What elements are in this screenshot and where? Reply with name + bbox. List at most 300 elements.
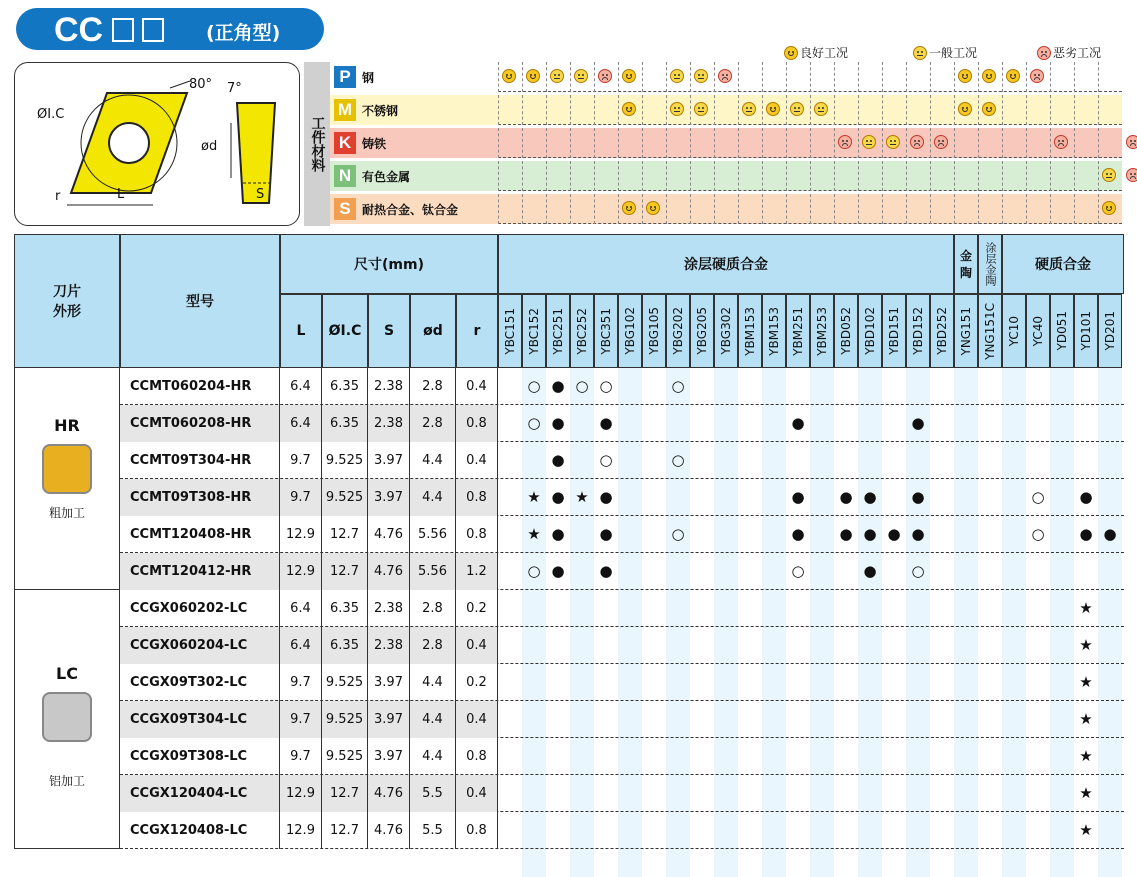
grade-header-21 [1002,294,1026,368]
material-name: 铸铁 [362,136,387,151]
grade-header-18 [930,294,954,368]
bad-face-icon [718,69,732,83]
grade-mark: ● [911,525,925,543]
grade-mark: ★ [1079,710,1093,728]
r-cell: 0.8 [456,479,498,516]
cermet-header: 金 陶 [954,234,978,294]
grade-label: YBD151 [887,307,901,355]
r-cell: 1.2 [456,553,498,590]
material-grid-cell [906,194,930,224]
material-grid-cell [594,95,618,125]
material-grid-cell [642,62,666,92]
S-label: S [256,187,265,202]
table-row [120,368,1124,405]
ic-cell: 9.525 [322,664,368,701]
grade-label: YC10 [1007,315,1021,347]
material-grid-cell [1026,95,1050,125]
grade-header-19 [954,294,978,368]
r-cell: 0.4 [456,442,498,479]
grade-mark: ○ [791,562,805,580]
fair-face-icon [913,46,927,60]
ic-cell: 6.35 [322,368,368,405]
dim-header-2: S [368,294,410,368]
material-grid-cell [714,161,738,191]
ic-cell: 6.35 [322,627,368,664]
material-grid-cell [762,62,786,92]
material-badge-m: M [334,99,356,121]
s-cell: 4.76 [368,775,410,812]
r-cell: 0.8 [456,516,498,553]
fair-face-icon [1102,168,1116,182]
grade-header-14 [834,294,858,368]
grade-mark: ○ [911,562,925,580]
carbide-header: 硬质合金 [1002,234,1124,294]
grade-label: YC40 [1031,315,1045,347]
material-grid-cell [618,161,642,191]
blank-box-1 [112,18,134,42]
material-grid-cell [546,95,570,125]
bad-face-icon [1126,168,1137,182]
table-row [120,812,1124,849]
material-grid-cell [858,194,882,224]
grade-header-25 [1098,294,1122,368]
good-face-icon [766,102,780,116]
d-cell: 5.56 [410,516,456,553]
material-grid-cell [906,62,930,92]
grade-mark: ● [551,377,565,395]
grade-header-4 [594,294,618,368]
material-grid-cell [546,161,570,191]
material-grid-row [498,62,1122,92]
material-grid-cell [522,95,546,125]
d-cell: 2.8 [410,590,456,627]
material-grid-cell [1098,95,1122,125]
d-cell: 5.5 [410,812,456,849]
good-face-icon [1102,201,1116,215]
grade-mark: ○ [599,451,613,469]
d-cell: 4.4 [410,442,456,479]
material-grid-cell [882,95,906,125]
good-face-icon [958,69,972,83]
d-cell: 2.8 [410,368,456,405]
grade-mark: ● [599,414,613,432]
material-grid-cell [738,62,762,92]
model-cell: CCGX060202-LC [120,590,280,627]
grade-mark: ○ [599,377,613,395]
r-cell: 0.8 [456,812,498,849]
material-grid-cell [834,194,858,224]
table-row [120,516,1124,553]
material-grid-cell [1050,161,1074,191]
r-cell: 0.8 [456,738,498,775]
grade-mark: ○ [527,562,541,580]
material-grid-cell [834,161,858,191]
coated-carbide-header: 涂层硬质合金 [498,234,954,294]
table-row [120,479,1124,516]
grade-header-8 [690,294,714,368]
grade-mark: ● [839,488,853,506]
material-grid-cell [810,161,834,191]
material-grid-cell [882,194,906,224]
grade-mark: ○ [1031,525,1045,543]
table-row [120,738,1124,775]
grade-mark: ● [599,562,613,580]
material-name: 钢 [362,70,375,85]
fair-face-icon [670,102,684,116]
material-badge-n: N [334,165,356,187]
insert-diagram [14,62,300,226]
fair-face-icon [694,69,708,83]
model-cell: CCMT060208-HR [120,405,280,442]
blank-box-2 [142,18,164,42]
fair-face-icon [574,69,588,83]
material-grid-cell [738,128,762,158]
l-cell: 6.4 [280,627,322,664]
grade-label: YBC151 [503,307,517,355]
s-cell: 2.38 [368,627,410,664]
material-row-n [330,161,498,191]
material-row-s [330,194,498,224]
material-name: 不锈钢 [362,103,399,118]
material-grid-cell [498,194,522,224]
material-grid-cell [714,128,738,158]
material-grid-cell [930,161,954,191]
grade-mark: ○ [1031,488,1045,506]
grade-label: YNG151C [983,302,997,360]
l-cell: 6.4 [280,368,322,405]
material-grid-cell [570,95,594,125]
dim-header-1: ØI.C [322,294,368,368]
material-grid-cell [978,194,1002,224]
material-grid-cell [810,194,834,224]
grade-label: YBG205 [695,307,709,355]
material-grid-cell [738,161,762,191]
grade-mark: ● [839,525,853,543]
grade-mark: ● [791,525,805,543]
ic-label: ØI.C [37,107,65,122]
material-grid-cell [906,161,930,191]
material-grid-cell [690,161,714,191]
grade-label: YBG102 [623,307,637,355]
material-grid-cell [546,194,570,224]
material-grid-row [498,161,1122,191]
angle-80-label: 80° [189,77,213,92]
grade-label: YBC351 [599,307,613,355]
grade-mark: ● [551,488,565,506]
material-grid-cell [498,161,522,191]
material-badge-p: P [334,66,356,88]
r-cell: 0.4 [456,775,498,812]
r-cell: 0.2 [456,590,498,627]
model-cell: CCGX09T308-LC [120,738,280,775]
good-face-icon [982,102,996,116]
d-cell: 2.8 [410,627,456,664]
s-cell: 4.76 [368,812,410,849]
grade-header-2 [546,294,570,368]
grade-mark: ★ [1079,821,1093,839]
grade-mark: ★ [1079,747,1093,765]
material-grid-cell [954,194,978,224]
material-grid-row [498,95,1122,125]
L-label: L [117,187,125,202]
material-grid-cell [1098,128,1122,158]
material-grid-cell [1026,194,1050,224]
grade-header-1 [522,294,546,368]
model-cell: CCGX060204-LC [120,627,280,664]
series-code: CC [54,11,104,49]
s-cell: 4.76 [368,553,410,590]
material-grid-cell [978,161,1002,191]
fair-face-icon [670,69,684,83]
ic-cell: 6.35 [322,590,368,627]
material-badge-k: K [334,132,356,154]
material-grid-cell [786,161,810,191]
material-grid-cell [594,194,618,224]
grade-mark: ○ [527,377,541,395]
s-cell: 2.38 [368,590,410,627]
material-grid-cell [762,161,786,191]
grade-mark: ● [863,488,877,506]
l-cell: 9.7 [280,701,322,738]
grade-label: YBD152 [911,307,925,355]
grade-header-15 [858,294,882,368]
good-face-icon [646,201,660,215]
grade-header-22 [1026,294,1050,368]
bad-face-icon [1054,135,1068,149]
fair-face-icon [886,135,900,149]
model-header: 型号 [120,234,280,368]
grade-header-24 [1074,294,1098,368]
material-grid-cell [882,62,906,92]
grade-header-12 [786,294,810,368]
grade-mark: ○ [671,525,685,543]
material-grid-cell [642,95,666,125]
material-grid-cell [930,62,954,92]
grade-mark: ● [887,525,901,543]
grade-mark: ★ [1079,636,1093,654]
ic-cell: 12.7 [322,516,368,553]
s-cell: 3.97 [368,664,410,701]
grade-label: YBD252 [935,307,949,355]
grade-label: YBM253 [815,306,829,356]
material-grid-cell [642,128,666,158]
d-cell: 5.5 [410,775,456,812]
material-grid-cell [882,161,906,191]
material-grid-cell [714,95,738,125]
grade-label: YBD052 [839,307,853,355]
material-row-k [330,128,498,158]
material-grid-cell [930,95,954,125]
group-application: 铝加工 [48,774,85,788]
ic-cell: 12.7 [322,553,368,590]
legend-good: 良好工况 [784,44,848,61]
l-cell: 9.7 [280,738,322,775]
d-cell: 2.8 [410,405,456,442]
material-grid-cell [810,62,834,92]
grade-label: YBG202 [671,307,685,355]
grade-label: YBM153 [767,306,781,356]
grade-mark: ● [863,562,877,580]
material-name: 有色金属 [362,169,411,184]
material-grid-cell [834,62,858,92]
angle-7-label: 7° [227,81,242,96]
r-cell: 0.8 [456,405,498,442]
grade-mark: ● [911,488,925,506]
bad-face-icon [838,135,852,149]
grade-label: YBM251 [791,306,805,356]
grade-header-6 [642,294,666,368]
grade-header-10 [738,294,762,368]
grade-header-3 [570,294,594,368]
workpiece-material-label: 工件材料 [304,62,330,226]
grade-mark: ○ [671,451,685,469]
ic-cell: 9.525 [322,479,368,516]
fair-face-icon [550,69,564,83]
grade-header-16 [882,294,906,368]
material-row-p [330,62,498,92]
bad-face-icon [598,69,612,83]
material-grid-cell [858,62,882,92]
material-grid-cell [1074,95,1098,125]
group-code: HR [54,416,80,435]
grade-mark: ★ [527,488,541,506]
r-cell: 0.2 [456,664,498,701]
fair-face-icon [694,102,708,116]
model-cell: CCGX120404-LC [120,775,280,812]
grade-label: YBG302 [719,307,733,355]
ic-cell: 6.35 [322,405,368,442]
table-row [120,442,1124,479]
table-row [120,664,1124,701]
good-face-icon [784,46,798,60]
grade-mark: ★ [1079,673,1093,691]
material-grid-cell [570,194,594,224]
material-grid-cell [522,128,546,158]
s-cell: 4.76 [368,516,410,553]
ic-cell: 9.525 [322,738,368,775]
s-cell: 2.38 [368,368,410,405]
material-grid-cell [930,194,954,224]
material-grid-cell [1050,194,1074,224]
group-application: 粗加工 [48,506,85,520]
grade-label: YNG151 [959,306,973,356]
material-grid-cell [1002,128,1026,158]
material-grid-cell [1002,95,1026,125]
good-face-icon [958,102,972,116]
grade-mark: ● [551,562,565,580]
ic-cell: 12.7 [322,775,368,812]
series-type: (正角型) [206,22,281,44]
fair-face-icon [814,102,828,116]
grade-mark: ★ [1079,784,1093,802]
grade-mark: ● [791,414,805,432]
legend-fair: 一般工况 [913,44,977,61]
table-row [120,627,1124,664]
s-cell: 2.38 [368,405,410,442]
l-cell: 9.7 [280,442,322,479]
coated-cermet-text: 涂层金陶 [984,242,997,286]
table-row [120,553,1124,590]
grade-header-17 [906,294,930,368]
material-grid-cell [594,161,618,191]
material-grid-cell [786,128,810,158]
model-cell: CCMT120408-HR [120,516,280,553]
table-row [120,775,1124,812]
l-cell: 9.7 [280,479,322,516]
material-grid-cell [666,128,690,158]
material-grid-cell [1026,161,1050,191]
material-grid-cell [954,128,978,158]
s-cell: 3.97 [368,738,410,775]
insert-image-icon [42,692,92,742]
fair-face-icon [790,102,804,116]
material-grid-cell [1026,128,1050,158]
material-grid-cell [522,194,546,224]
shape-header: 刀片 外形 [14,234,120,368]
table-row [120,405,1124,442]
l-cell: 6.4 [280,405,322,442]
grade-label: YD051 [1055,311,1069,351]
material-grid-cell [810,128,834,158]
insert-image-icon [42,444,92,494]
material-grid-cell [618,128,642,158]
grade-mark: ★ [575,488,589,506]
material-grid-cell [666,161,690,191]
coated-cermet-header [978,234,1002,294]
model-cell: CCGX09T302-LC [120,664,280,701]
r-label: r [55,189,61,204]
grade-mark: ● [551,414,565,432]
grade-mark: ○ [575,377,589,395]
condition-legend [0,44,1137,60]
good-face-icon [622,102,636,116]
model-cell: CCMT120412-HR [120,553,280,590]
grade-mark: ● [599,525,613,543]
material-grid-cell [762,128,786,158]
grade-label: YBD102 [863,307,877,355]
material-grid [498,62,1122,226]
grade-mark: ● [599,488,613,506]
material-grid-cell [978,128,1002,158]
dim-header-4: r [456,294,498,368]
insert-table [14,234,1124,877]
fair-face-icon [742,102,756,116]
model-cell: CCMT09T308-HR [120,479,280,516]
material-name: 耐热合金、钛合金 [362,202,459,217]
ic-cell: 9.525 [322,701,368,738]
good-face-icon [1006,69,1020,83]
good-face-icon [982,69,996,83]
material-grid-cell [1002,194,1026,224]
grade-header-7 [666,294,690,368]
material-badge-s: S [334,198,356,220]
grade-label: YBM153 [743,306,757,356]
good-face-icon [622,201,636,215]
material-grid-cell [522,161,546,191]
r-cell: 0.4 [456,701,498,738]
dim-header-3: ød [410,294,456,368]
material-grid-cell [1074,62,1098,92]
d-cell: 4.4 [410,479,456,516]
material-grid-cell [690,194,714,224]
grade-label: YBC252 [575,307,589,355]
l-cell: 9.7 [280,664,322,701]
s-cell: 3.97 [368,442,410,479]
material-row-m [330,95,498,125]
bad-face-icon [1030,69,1044,83]
grade-mark: ○ [527,414,541,432]
l-cell: 12.9 [280,775,322,812]
